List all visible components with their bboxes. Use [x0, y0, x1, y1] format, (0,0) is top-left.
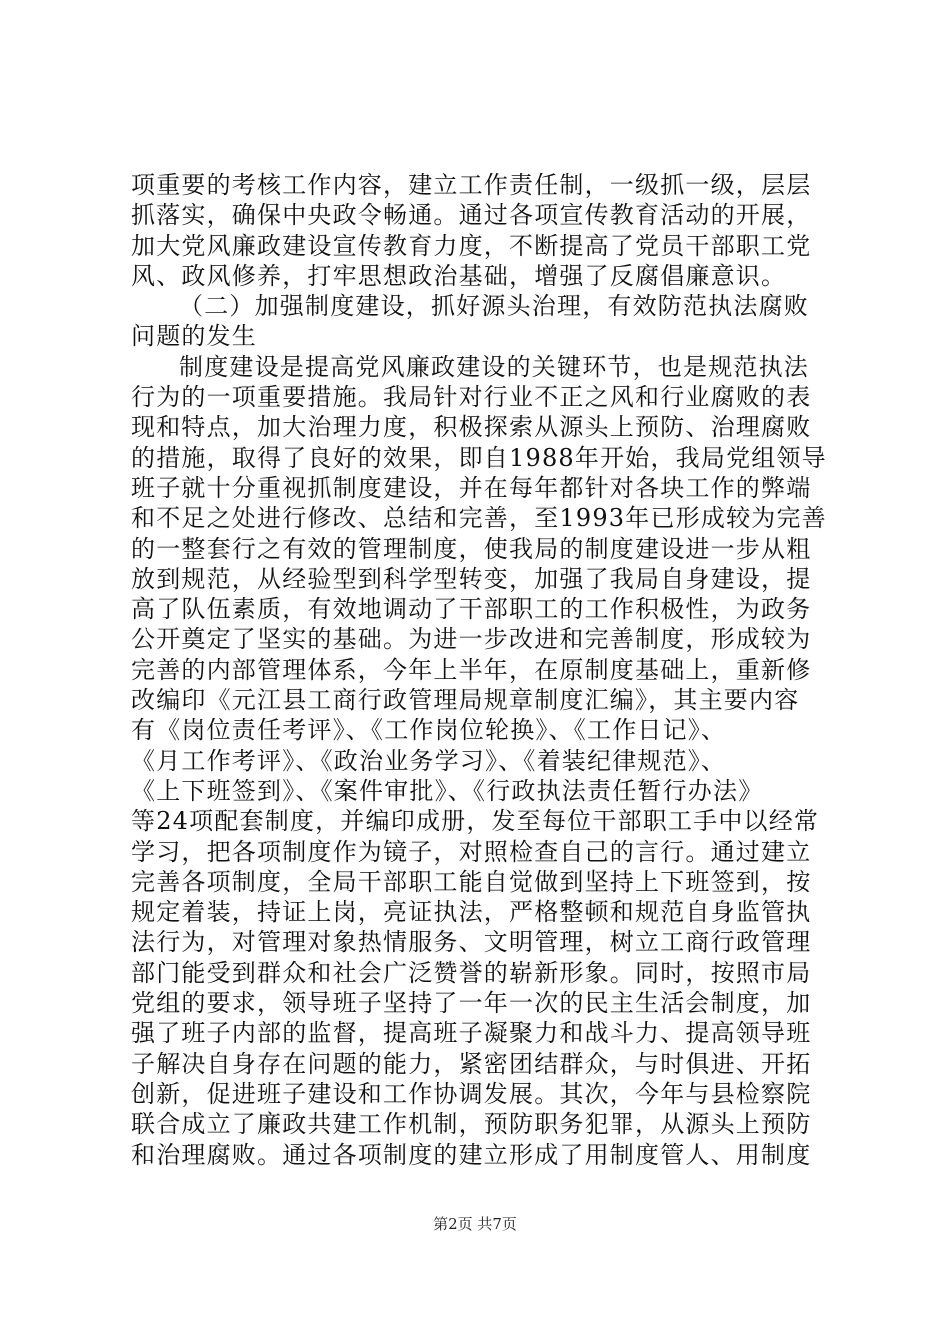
text-line: 有《岗位责任考评》、《工作岗位轮换》、《工作日记》、: [131, 716, 727, 745]
text-line: 创新，促进班子建设和工作协调发展。其次，今年与县检察院: [131, 1079, 812, 1108]
text-line: 《上下班签到》、《案件审批》、《行政执法责任暂行办法》: [131, 776, 764, 805]
text-line: 现和特点，加大治理力度，积极探索从源头上预防、治理腐败: [131, 413, 812, 442]
text-line: 的一整套行之有效的管理制度，使我局的制度建设进一步从粗: [131, 534, 812, 563]
text-line: 加大党风廉政建设宣传教育力度，不断提高了党员干部职工党: [131, 231, 812, 260]
section-heading: （二）加强制度建设，抓好源头治理，有效防范执法腐败: [179, 292, 809, 321]
text-line: 子解决自身存在问题的能力，紧密团结群众，与时俱进、开拓: [131, 1049, 812, 1078]
section-heading-continued: 问题的发生: [131, 322, 257, 351]
text-line: 等24项配套制度，并编印成册，发至每位干部职工手中以经常: [131, 807, 820, 836]
text-line: 班子就十分重视抓制度建设，并在每年都针对各块工作的弊端: [131, 473, 812, 502]
text-line: 法行为，对管理对象热情服务、文明管理，树立工商行政管理: [131, 928, 812, 957]
text-line: 部门能受到群众和社会广泛赞誉的崭新形象。同时，按照市局: [131, 958, 812, 987]
text-line: 的措施，取得了良好的效果，即自1988年开始，我局党组领导: [131, 443, 827, 472]
document-body: [131, 170, 831, 1170]
text-line: 完善各项制度，全局干部职工能自觉做到坚持上下班签到，按: [131, 867, 812, 896]
text-line: 高了队伍素质，有效地调动了干部职工的工作积极性，为政务: [131, 595, 812, 624]
text-line: 风、政风修养，打牢思想政治基础，增强了反腐倡廉意识。: [131, 261, 787, 290]
page-number-footer: 第2页 共7页: [433, 1215, 517, 1233]
text-line: 党组的要求，领导班子坚持了一年一次的民主生活会制度，加: [131, 989, 812, 1018]
text-line: 和不足之处进行修改、总结和完善，至1993年已形成较为完善: [131, 504, 827, 533]
text-line: 联合成立了廉政共建工作机制，预防职务犯罪，从源头上预防: [131, 1110, 812, 1139]
text-line: 改编印《元江县工商行政管理局规章制度汇编》，其主要内容: [131, 686, 800, 715]
text-line: 《月工作考评》、《政治业务学习》、《着装纪律规范》、: [131, 746, 727, 775]
paragraph-start: 制度建设是提高党风廉政建设的关键环节，也是规范执法: [179, 352, 809, 381]
text-line: 和治理腐败。通过各项制度的建立形成了用制度管人、用制度: [131, 1140, 812, 1169]
text-line: 规定着装，持证上岗，亮证执法，严格整顿和规范自身监管执: [131, 898, 812, 927]
text-line: 项重要的考核工作内容，建立工作责任制，一级抓一级，层层: [131, 171, 812, 199]
text-line: 抓落实，确保中央政令畅通。通过各项宣传教育活动的开展，: [131, 201, 812, 230]
text-line: 行为的一项重要措施。我局针对行业不正之风和行业腐败的表: [131, 383, 812, 412]
text-line: 学习，把各项制度作为镜子，对照检查自己的言行。通过建立: [131, 837, 812, 866]
text-line: 强了班子内部的监督，提高班子凝聚力和战斗力、提高领导班: [131, 1019, 812, 1048]
text-line: 放到规范，从经验型到科学型转变，加强了我局自身建设，提: [131, 564, 812, 593]
text-line: 公开奠定了坚实的基础。为进一步改进和完善制度，形成较为: [131, 625, 812, 654]
text-line: 完善的内部管理体系，今年上半年，在原制度基础上，重新修: [131, 655, 812, 684]
